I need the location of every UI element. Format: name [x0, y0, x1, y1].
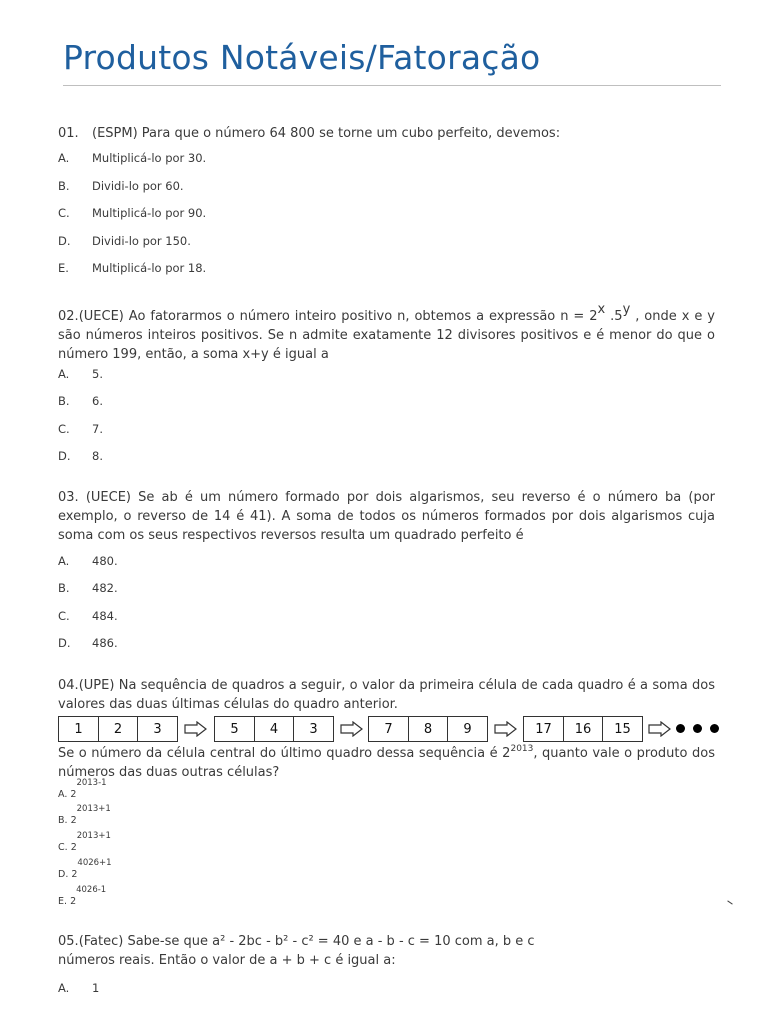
q3-option-d — [58, 636, 118, 650]
option-base: 2 — [70, 815, 77, 826]
option-text: 5. — [92, 367, 103, 381]
right-arrow-icon — [340, 721, 364, 737]
option-text: Dividi-lo por 150. — [92, 234, 191, 248]
question-5 — [58, 932, 715, 970]
question-number: 01. — [58, 126, 79, 141]
question-text-line2: números reais. Então o valor de a + b + c é igual a: — [58, 953, 396, 968]
q4-option-d — [58, 858, 112, 881]
q1-option-e — [58, 261, 206, 275]
option-text: 6. — [92, 394, 103, 408]
option-text: 484. — [92, 609, 118, 623]
option-letter: D. — [58, 234, 71, 248]
sequence-cell: 15 — [614, 721, 631, 737]
q4-option-c — [58, 831, 111, 854]
option-text: 7. — [92, 422, 103, 436]
q1-option-b — [58, 179, 184, 193]
q4-option-a — [58, 778, 107, 801]
q2-option-a — [58, 367, 103, 381]
question-text-end: , onde x e y são números inteiros positivos. Se n admite exatamente 12 divisores positivos e é menor do que o número 199, então, a soma x+y é igual a — [58, 309, 715, 362]
q1-option-c — [58, 206, 206, 220]
q2-option-b — [58, 394, 103, 408]
sequence-cell: 17 — [524, 717, 564, 741]
stray-mark — [727, 900, 732, 904]
option-letter: D. — [58, 449, 71, 463]
option-letter: C. — [58, 842, 68, 853]
option-letter: E. — [58, 261, 69, 275]
q5-option-a — [58, 981, 99, 995]
option-text: 8. — [92, 449, 103, 463]
sequence-box-1 — [58, 716, 178, 742]
option-letter: A. — [58, 789, 68, 800]
right-arrow-icon — [494, 721, 518, 737]
ellipsis-dot-icon — [710, 724, 719, 733]
sequence-cell: 3 — [309, 721, 318, 737]
option-exponent: 4026+1 — [77, 858, 112, 868]
option-text: Multiplicá-lo por 18. — [92, 261, 207, 275]
exponent: 2013 — [510, 744, 534, 754]
sequence-cell: 16 — [564, 717, 603, 741]
question-text-start: (UECE) Ao fatorarmos o número inteiro positivo n, obtemos a expressão n = 2 — [78, 309, 598, 324]
q2-option-c — [58, 422, 103, 436]
question-text-end: , quanto vale o produto dos números das duas outras células? — [58, 746, 715, 780]
option-letter: C. — [58, 609, 70, 623]
q4-option-b — [58, 804, 111, 827]
question-text: (UPE) Na sequência de quadros a seguir, o valor da primeira célula de cada quadro é a soma dos valores das duas últimas células do quadro anterior. — [58, 678, 715, 712]
q3-option-c — [58, 609, 118, 623]
option-letter: C. — [58, 422, 70, 436]
sequence-figure — [58, 716, 728, 742]
option-text: 482. — [92, 581, 118, 595]
question-text-line1: (Fatec) Sabe-se que a² - 2bc - b² - c² = 40 e a - b - c = 10 com a, b e c — [78, 934, 535, 949]
option-letter: D. — [58, 636, 71, 650]
option-letter: A. — [58, 367, 70, 381]
sequence-box-3 — [368, 716, 488, 742]
option-text: 480. — [92, 554, 118, 568]
right-arrow-icon — [648, 721, 672, 737]
question-1 — [58, 124, 715, 143]
option-base: 2 — [70, 842, 77, 853]
option-text: Multiplicá-lo por 30. — [92, 151, 207, 165]
q1-option-d — [58, 234, 191, 248]
sequence-cell: 9 — [463, 721, 472, 737]
option-letter: C. — [58, 206, 70, 220]
option-letter: D. — [58, 869, 69, 880]
option-letter: E. — [58, 896, 68, 907]
page-title: Produtos Notáveis/Fatoração — [63, 38, 541, 77]
exponent-y: y — [622, 302, 631, 317]
sequence-cell: 4 — [255, 717, 294, 741]
sequence-box-4 — [523, 716, 643, 742]
question-text: (ESPM) Para que o número 64 800 se torne um cubo perfeito, devemos: — [92, 126, 561, 141]
question-number: 04. — [58, 678, 79, 693]
option-base: 2 — [70, 896, 77, 907]
option-exponent: 2013+1 — [76, 804, 111, 814]
option-text: Multiplicá-lo por 90. — [92, 206, 207, 220]
question-number: 02. — [58, 309, 79, 324]
question-number: 05. — [58, 934, 79, 949]
sequence-cell: 7 — [369, 717, 409, 741]
question-text-start: Se o número da célula central do último quadro dessa sequência é 2 — [58, 746, 511, 761]
question-4 — [58, 676, 715, 714]
ellipsis-dot-icon — [693, 724, 702, 733]
question-2 — [58, 300, 715, 364]
option-letter: A. — [58, 554, 70, 568]
option-text: 486. — [92, 636, 118, 650]
option-base: 2 — [70, 789, 77, 800]
option-text: Dividi-lo por 60. — [92, 179, 184, 193]
q4-option-e — [58, 885, 107, 908]
sequence-cell: 8 — [409, 717, 448, 741]
sequence-box-2 — [214, 716, 334, 742]
option-letter: B. — [58, 394, 70, 408]
sequence-cell: 3 — [153, 721, 162, 737]
option-exponent: 2013-1 — [76, 778, 107, 788]
q3-option-a — [58, 554, 118, 568]
sequence-cell: 2 — [99, 717, 138, 741]
sequence-cell: 5 — [215, 717, 255, 741]
q2-option-d — [58, 449, 103, 463]
q3-option-b — [58, 581, 118, 595]
option-letter: A. — [58, 151, 70, 165]
exponent-x: x — [597, 302, 606, 317]
question-text: (UECE) Se ab é um número formado por dois algarismos, seu reverso é o número ba (por exemplo, o reverso de 14 é 41). A soma de todos os números formados por dois algarismos cuja soma com os seus respectivos reversos resulta um quadrado perfeito é — [58, 490, 716, 543]
question-4-continuation — [58, 740, 715, 782]
question-3 — [58, 488, 715, 545]
option-exponent: 4026-1 — [76, 885, 107, 895]
question-number: 03. — [58, 490, 79, 505]
option-text: 1 — [92, 981, 100, 995]
option-base: 2 — [71, 869, 78, 880]
sequence-cell: 1 — [59, 717, 99, 741]
option-exponent: 2013+1 — [76, 831, 111, 841]
title-divider — [63, 85, 721, 86]
option-letter: B. — [58, 581, 70, 595]
ellipsis-dot-icon — [676, 724, 685, 733]
right-arrow-icon — [184, 721, 208, 737]
option-letter: A. — [58, 981, 70, 995]
q1-option-a — [58, 151, 206, 165]
question-text-mid: .5 — [605, 309, 623, 324]
option-letter: B. — [58, 815, 68, 826]
option-letter: B. — [58, 179, 70, 193]
